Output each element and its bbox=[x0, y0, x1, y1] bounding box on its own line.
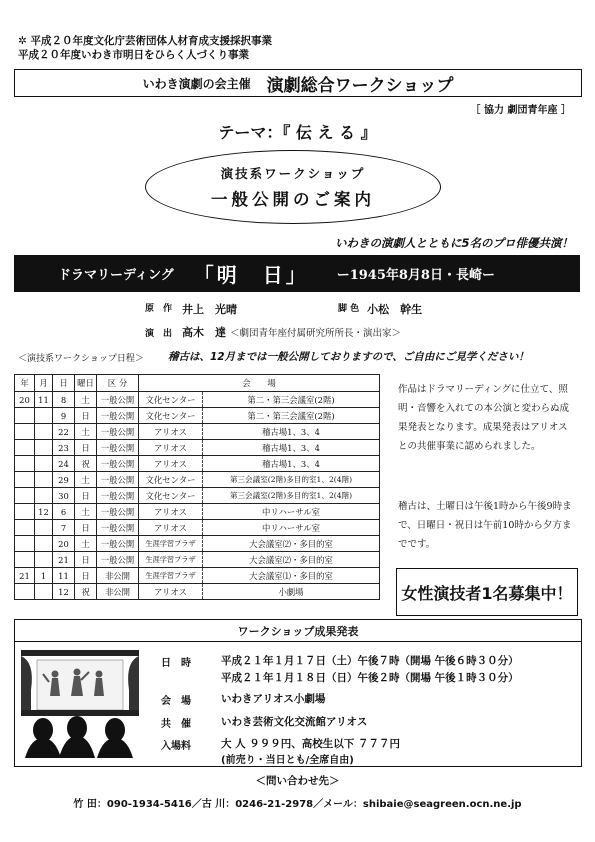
cell-category: 一般公開 bbox=[97, 392, 139, 408]
cell-venue-building: アリオス bbox=[139, 504, 203, 520]
sparkle-icon: ✲ bbox=[18, 35, 27, 47]
cell-month: 11 bbox=[35, 392, 53, 408]
credit-director bbox=[145, 324, 401, 340]
header-weekday: 曜日 bbox=[75, 375, 97, 392]
table-row bbox=[15, 520, 380, 536]
cell-venue-room: 第三会議室(2階)多目的室1、2(4階) bbox=[203, 472, 380, 488]
cohost-label: 共 催 bbox=[161, 719, 191, 730]
cell-day: 6 bbox=[53, 504, 75, 520]
cell-weekday: 土 bbox=[75, 504, 97, 520]
cell-venue-room: 小劇場 bbox=[203, 584, 380, 600]
header-month: 月 bbox=[35, 375, 53, 392]
venue-value: いわきアリオス小劇場 bbox=[221, 693, 326, 705]
cell-venue-building: 生涯学習プラザ bbox=[139, 536, 203, 552]
cell-year bbox=[15, 472, 35, 488]
table-row bbox=[15, 536, 380, 552]
credit-adaptation bbox=[338, 301, 422, 317]
title-box bbox=[14, 69, 582, 97]
cell-venue-room: 大会議室⑵・多目的室 bbox=[203, 536, 380, 552]
cell-month: 12 bbox=[35, 504, 53, 520]
header-line-1 bbox=[18, 34, 272, 48]
cell-day: 7 bbox=[53, 520, 75, 536]
cell-venue-room: 大会議室⑵・多目的室 bbox=[203, 552, 380, 568]
cell-weekday: 土 bbox=[75, 424, 97, 440]
cell-venue-building: アリオス bbox=[139, 584, 203, 600]
cell-category: 一般公開 bbox=[97, 456, 139, 472]
header-line-1-text: 平成２０年度文化庁芸術団体人材育成支援採択事業 bbox=[30, 35, 272, 47]
cell-category: 一般公開 bbox=[97, 504, 139, 520]
cell-venue-building: アリオス bbox=[139, 520, 203, 536]
cell-year bbox=[15, 488, 35, 504]
cell-month bbox=[35, 424, 53, 440]
header-year: 年 bbox=[15, 375, 35, 392]
organizer: いわき演劇の会主催 bbox=[142, 76, 251, 91]
cell-year bbox=[15, 456, 35, 472]
cell-day: 30 bbox=[53, 488, 75, 504]
cell-venue-room: 大会議室⑴・多目的室 bbox=[203, 568, 380, 584]
table-row bbox=[15, 424, 380, 440]
cell-month: 1 bbox=[35, 568, 53, 584]
cell-weekday: 日 bbox=[75, 520, 97, 536]
cell-venue-building: 文化センター bbox=[139, 488, 203, 504]
table-row bbox=[15, 408, 380, 424]
cell-month bbox=[35, 584, 53, 600]
cell-month bbox=[35, 488, 53, 504]
banner-right: ー1945年8月8日・長崎ー bbox=[336, 268, 495, 283]
cell-day: 29 bbox=[53, 472, 75, 488]
cell-day: 21 bbox=[53, 552, 75, 568]
cell-year bbox=[15, 424, 35, 440]
cell-year: 20 bbox=[15, 392, 35, 408]
cell-venue-building: 文化センター bbox=[139, 392, 203, 408]
tagline: いわきの演劇人とともに5名のプロ俳優共演！ bbox=[335, 236, 573, 250]
cell-day: 20 bbox=[53, 536, 75, 552]
date-label: 日 時 bbox=[161, 658, 191, 669]
cell-month bbox=[35, 472, 53, 488]
cohost-value: いわき芸術文化交流館アリオス bbox=[221, 716, 368, 728]
cell-month bbox=[35, 408, 53, 424]
play-banner bbox=[14, 255, 580, 292]
theater-illustration bbox=[21, 650, 139, 758]
fee-note: (前売り・当日とも/全席自由) bbox=[221, 755, 354, 766]
performance-box bbox=[14, 619, 582, 767]
cell-weekday: 日 bbox=[75, 408, 97, 424]
cell-month bbox=[35, 520, 53, 536]
cell-year bbox=[15, 440, 35, 456]
table-row bbox=[15, 568, 380, 584]
cell-venue-room: 中リハーサル室 bbox=[203, 504, 380, 520]
cell-weekday: 日 bbox=[75, 568, 97, 584]
cell-venue-building: アリオス bbox=[139, 440, 203, 456]
table-row bbox=[15, 456, 380, 472]
cell-month bbox=[35, 552, 53, 568]
cell-year bbox=[15, 520, 35, 536]
cell-category: 一般公開 bbox=[97, 472, 139, 488]
credit-original bbox=[145, 301, 237, 317]
page-title: 演劇総合ワークショップ bbox=[266, 75, 454, 96]
cell-category: 一般公開 bbox=[97, 488, 139, 504]
contact-label: ＜問い合わせ先＞ bbox=[255, 775, 340, 787]
director-name: 高木 達 bbox=[182, 326, 227, 339]
table-row bbox=[15, 584, 380, 600]
cell-weekday: 日 bbox=[75, 488, 97, 504]
cell-venue-building: 生涯学習プラザ bbox=[139, 552, 203, 568]
cell-day: 11 bbox=[53, 568, 75, 584]
cell-day: 8 bbox=[53, 392, 75, 408]
performance-heading: ワークショップ成果発表 bbox=[15, 620, 581, 642]
cell-venue-building: 文化センター bbox=[139, 408, 203, 424]
cell-weekday: 土 bbox=[75, 536, 97, 552]
original-label: 原 作 bbox=[145, 304, 173, 314]
table-row bbox=[15, 472, 380, 488]
fee-label: 入場料 bbox=[161, 741, 191, 752]
table-row bbox=[15, 488, 380, 504]
cell-year bbox=[15, 536, 35, 552]
cell-venue-building: アリオス bbox=[139, 456, 203, 472]
table-row bbox=[15, 392, 380, 408]
adapt-label: 脚 色 bbox=[338, 304, 360, 314]
header-venue: 会 場 bbox=[139, 375, 380, 392]
cell-year bbox=[15, 584, 35, 600]
table-row bbox=[15, 552, 380, 568]
fee-value: 大 人 ９９９円、高校生以下 ７７７円 bbox=[221, 738, 400, 750]
contact-line: 竹 田：090-1934-5416／古 川：0246-21-2978／メール：shibaie@seagreen.ocn.ne.jp bbox=[73, 799, 522, 810]
date-line-2: 平成２１年１月１８日（日）午後２時（開場 午後１時３０分） bbox=[221, 672, 519, 684]
cell-category: 非公開 bbox=[97, 584, 139, 600]
adapt-author: 小松 幹生 bbox=[367, 303, 423, 316]
banner-left: ドラマリーディング bbox=[58, 268, 174, 283]
cell-venue-building: 生涯学習プラザ bbox=[139, 568, 203, 584]
oval-line-2: 一般公開のご案内 bbox=[211, 190, 375, 209]
director-label: 演 出 bbox=[145, 329, 173, 339]
original-author: 井上 光晴 bbox=[182, 303, 238, 316]
cell-year: 21 bbox=[15, 568, 35, 584]
side-paragraph-1: 作品はドラマリーディングに仕立て、照明・音響を入れての本公演と変わらぬ成果発表となります。成果発表はアリオスとの共催事業に認められました。 bbox=[398, 384, 570, 452]
header-category: 区 分 bbox=[97, 375, 139, 392]
side-paragraph-2: 稽古は、土曜日は午後1時から午後9時まで、日曜日・祝日は午前10時から夕方までです。 bbox=[398, 501, 572, 550]
cell-venue-room: 第二・第三会議室(2階) bbox=[203, 408, 380, 424]
cell-venue-room: 稽古場1、3、4 bbox=[203, 440, 380, 456]
cooperation: ［ 協力 劇団青年座 ］ bbox=[470, 105, 571, 116]
cell-category: 一般公開 bbox=[97, 408, 139, 424]
cell-day: 12 bbox=[53, 584, 75, 600]
schedule-caption: ＜演技系ワークショップ日程＞ bbox=[18, 354, 144, 364]
cell-year bbox=[15, 408, 35, 424]
cell-day: 22 bbox=[53, 424, 75, 440]
cell-weekday: 祝 bbox=[75, 584, 97, 600]
schedule-notice: 稽古は、12月までは一般公開しておりますので、ご自由にご見学ください！ bbox=[168, 351, 529, 363]
cell-weekday: 土 bbox=[75, 392, 97, 408]
table-row bbox=[15, 440, 380, 456]
cell-year bbox=[15, 552, 35, 568]
cell-month bbox=[35, 440, 53, 456]
cell-category: 一般公開 bbox=[97, 424, 139, 440]
cell-venue-building: 文化センター bbox=[139, 472, 203, 488]
cell-venue-room: 稽古場1、3、4 bbox=[203, 456, 380, 472]
table-row bbox=[15, 504, 380, 520]
recruit-box: 女性演技者1名募集中！ bbox=[396, 568, 578, 616]
cell-category: 一般公開 bbox=[97, 536, 139, 552]
cell-weekday: 土 bbox=[75, 472, 97, 488]
cell-venue-room: 第二・第三会議室(2階) bbox=[203, 392, 380, 408]
director-note: ＜劇団青年座付属研究所所長・演出家＞ bbox=[230, 328, 402, 339]
cell-category: 一般公開 bbox=[97, 552, 139, 568]
cell-category: 一般公開 bbox=[97, 440, 139, 456]
cell-category: 非公開 bbox=[97, 568, 139, 584]
cell-weekday: 祝 bbox=[75, 456, 97, 472]
banner-title: 「明 日」 bbox=[193, 263, 309, 287]
announcement-oval bbox=[145, 150, 441, 224]
table-header-row bbox=[15, 375, 380, 392]
schedule-body bbox=[15, 392, 380, 600]
oval-line-1: 演技系ワークショップ bbox=[220, 166, 366, 181]
cell-weekday: 日 bbox=[75, 552, 97, 568]
cell-venue-room: 稽古場1、3、4 bbox=[203, 424, 380, 440]
header-day: 日 bbox=[53, 375, 75, 392]
cell-month bbox=[35, 456, 53, 472]
theme: テーマ：『 伝 え る 』 bbox=[218, 123, 377, 142]
date-line-1: 平成２１年１月１７日（土）午後７時（開場 午後６時３０分） bbox=[221, 655, 519, 667]
header-line-2: 平成２０年度いわき市明日をひらく人づくり事業 bbox=[18, 49, 249, 61]
cell-category: 一般公開 bbox=[97, 520, 139, 536]
cell-month bbox=[35, 536, 53, 552]
cell-day: 9 bbox=[53, 408, 75, 424]
cell-day: 24 bbox=[53, 456, 75, 472]
cell-venue-room: 中リハーサル室 bbox=[203, 520, 380, 536]
cell-day: 23 bbox=[53, 440, 75, 456]
venue-label: 会 場 bbox=[161, 696, 191, 707]
cell-year bbox=[15, 504, 35, 520]
cell-weekday: 日 bbox=[75, 440, 97, 456]
cell-venue-building: アリオス bbox=[139, 424, 203, 440]
cell-venue-room: 第三会議室(2階)多目的室1、2(4階) bbox=[203, 488, 380, 504]
schedule-table bbox=[14, 374, 380, 600]
